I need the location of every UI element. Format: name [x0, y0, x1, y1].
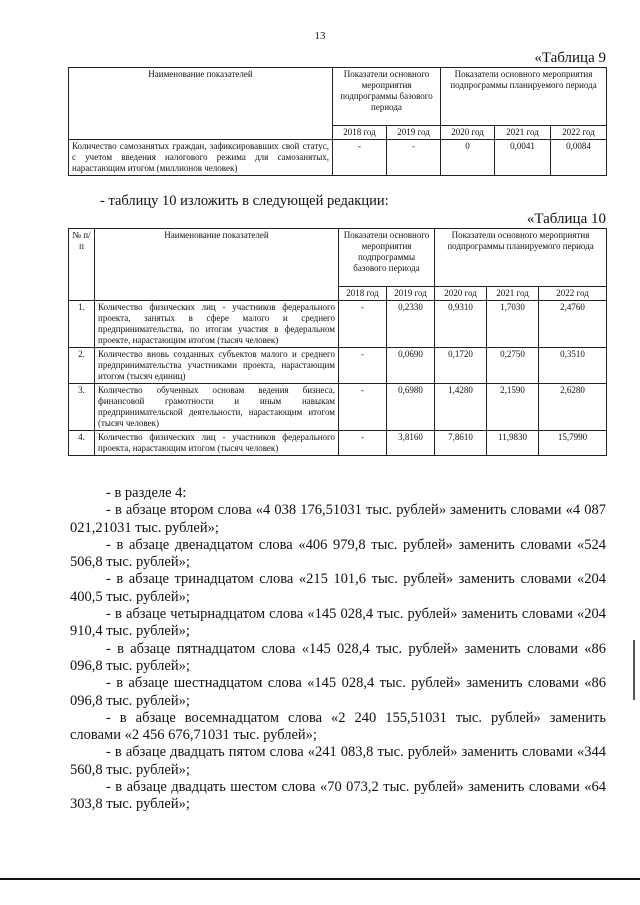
table10-row-label: Количество обученных основам ведения бизнеса, финансовой грамотности и иным навыкам предпринимательской деятельности, нарастающим итогом (тысяч человек) — [95, 384, 339, 431]
table-row — [69, 301, 607, 348]
table10-year: 2020 год — [435, 287, 487, 301]
table9-row-label: Количество самозанятых граждан, зафиксировавших свой статус, с учетом введения налогового режима для самозанятых, нарастающим итогом (миллионов человек) — [69, 140, 333, 176]
table10-year: 2022 год — [539, 287, 607, 301]
table-row — [69, 384, 607, 431]
footer-divider — [0, 878, 640, 880]
paragraph: - в абзаце восемнадцатом слова «2 240 155,51031 тыс. рублей» заменить словами «2 456 676,71031 тыс. рублей»; — [70, 709, 606, 744]
paragraph: - в абзаце двадцать шестом слова «70 073,2 тыс. рублей» заменить словами «64 303,8 тыс. рублей»; — [70, 779, 606, 813]
table10 — [68, 228, 607, 456]
table10-cell: 1,4280 — [435, 384, 487, 431]
paragraph: - в абзаце тринадцатом слова «215 101,6 тыс. рублей» заменить словами «204 400,5 тыс. рублей»; — [70, 571, 606, 605]
table9-year: 2019 год — [387, 126, 441, 140]
table10-row-num: 3. — [69, 384, 95, 431]
table10-cell: - — [339, 431, 387, 456]
table9-year: 2021 год — [495, 126, 551, 140]
table10-cell: 0,2330 — [387, 301, 435, 348]
paragraph: - в абзаце втором слова «4 038 176,51031 тыс. рублей» заменить словами «4 087 021,21031 тыс. рублей»; — [70, 502, 606, 536]
scan-edge-mark — [633, 640, 635, 700]
paragraph: - в абзаце двенадцатом слова «406 979,8 тыс. рублей» заменить словами «524 506,8 тыс. рублей»; — [70, 536, 606, 571]
table9-year: 2022 год — [551, 126, 607, 140]
table-row — [69, 140, 607, 176]
table10-cell: 0,6980 — [387, 384, 435, 431]
table10-cell: 1,7030 — [487, 301, 539, 348]
table10-header-base: Показатели основного мероприятия подпрограммы базового периода — [339, 229, 435, 287]
table9-year: 2018 год — [333, 126, 387, 140]
table10-cell: 2,4760 — [539, 301, 607, 348]
table10-cell: 7,8610 — [435, 431, 487, 456]
table10-year: 2019 год — [387, 287, 435, 301]
table10-header-plan: Показатели основного мероприятия подпрограммы планируемого периода — [435, 229, 607, 287]
paragraph: - в абзаце четырнадцатом слова «145 028,4 тыс. рублей» заменить словами «204 910,4 тыс. рублей»; — [70, 606, 606, 640]
table-row — [69, 431, 607, 456]
table10-cell: 11,9830 — [487, 431, 539, 456]
table10-caption: «Таблица 10 — [526, 211, 606, 227]
table9-cell: 0 — [441, 140, 495, 176]
table9-cell: 0,0084 — [551, 140, 607, 176]
table10-year: 2018 год — [339, 287, 387, 301]
table10-cell: 0,1720 — [435, 348, 487, 384]
table10-header-name: Наименование показателей — [95, 229, 339, 301]
intro-line: - таблицу 10 изложить в следующей редакции: — [100, 193, 389, 209]
paragraph: - в разделе 4: — [106, 485, 187, 501]
table10-cell: - — [339, 348, 387, 384]
table10-cell: - — [339, 301, 387, 348]
table10-cell: 0,0690 — [387, 348, 435, 384]
paragraph: - в абзаце двадцать пятом слова «241 083,8 тыс. рублей» заменить словами «344 560,8 тыс. рублей»; — [70, 744, 606, 778]
table10-year: 2021 год — [487, 287, 539, 301]
table9-header-plan: Показатели основного мероприятия подпрограммы планируемого периода — [441, 68, 607, 126]
table10-cell: - — [339, 384, 387, 431]
table10-cell: 2,6280 — [539, 384, 607, 431]
table10-cell: 2,1590 — [487, 384, 539, 431]
table10-header-num: № п/п — [69, 229, 95, 301]
paragraph: - в абзаце пятнадцатом слова «145 028,4 тыс. рублей» заменить словами «86 096,8 тыс. рублей»; — [70, 640, 606, 674]
page-number: 13 — [314, 30, 326, 42]
table10-cell: 0,9310 — [435, 301, 487, 348]
table9-header-base: Показатели основного мероприятия подпрограммы базового периода — [333, 68, 441, 126]
table9-year: 2020 год — [441, 126, 495, 140]
table9-header-name: Наименование показателей — [69, 68, 333, 140]
table-row — [69, 348, 607, 384]
amendment-text — [70, 485, 606, 814]
table9-caption: «Таблица 9 — [534, 50, 606, 66]
paragraph: - в абзаце шестнадцатом слова «145 028,4 тыс. рублей» заменить словами «86 096,8 тыс. рублей»; — [70, 675, 606, 709]
table10-row-label: Количество вновь созданных субъектов малого и среднего предпринимательства участниками проекта, нарастающим итогом (тысяч единиц) — [95, 348, 339, 384]
table10-row-label: Количество физических лиц - участников федерального проекта, занятых в сфере малого и среднего предпринимательства, по итогам участия в федеральном проекте, нарастающим итогом (тысяч человек) — [95, 301, 339, 348]
table10-cell: 0,3510 — [539, 348, 607, 384]
table10-row-num: 2. — [69, 348, 95, 384]
table10-cell: 3,8160 — [387, 431, 435, 456]
table9-cell: - — [333, 140, 387, 176]
table10-row-label: Количество физических лиц - участников федерального проекта, нарастающим итогом (тысяч человек) — [95, 431, 339, 456]
table9-cell: 0,0041 — [495, 140, 551, 176]
table10-cell: 15,7990 — [539, 431, 607, 456]
table10-row-num: 1. — [69, 301, 95, 348]
table9-cell: - — [387, 140, 441, 176]
table10-row-num: 4. — [69, 431, 95, 456]
table10-cell: 0,2750 — [487, 348, 539, 384]
table9 — [68, 67, 607, 176]
